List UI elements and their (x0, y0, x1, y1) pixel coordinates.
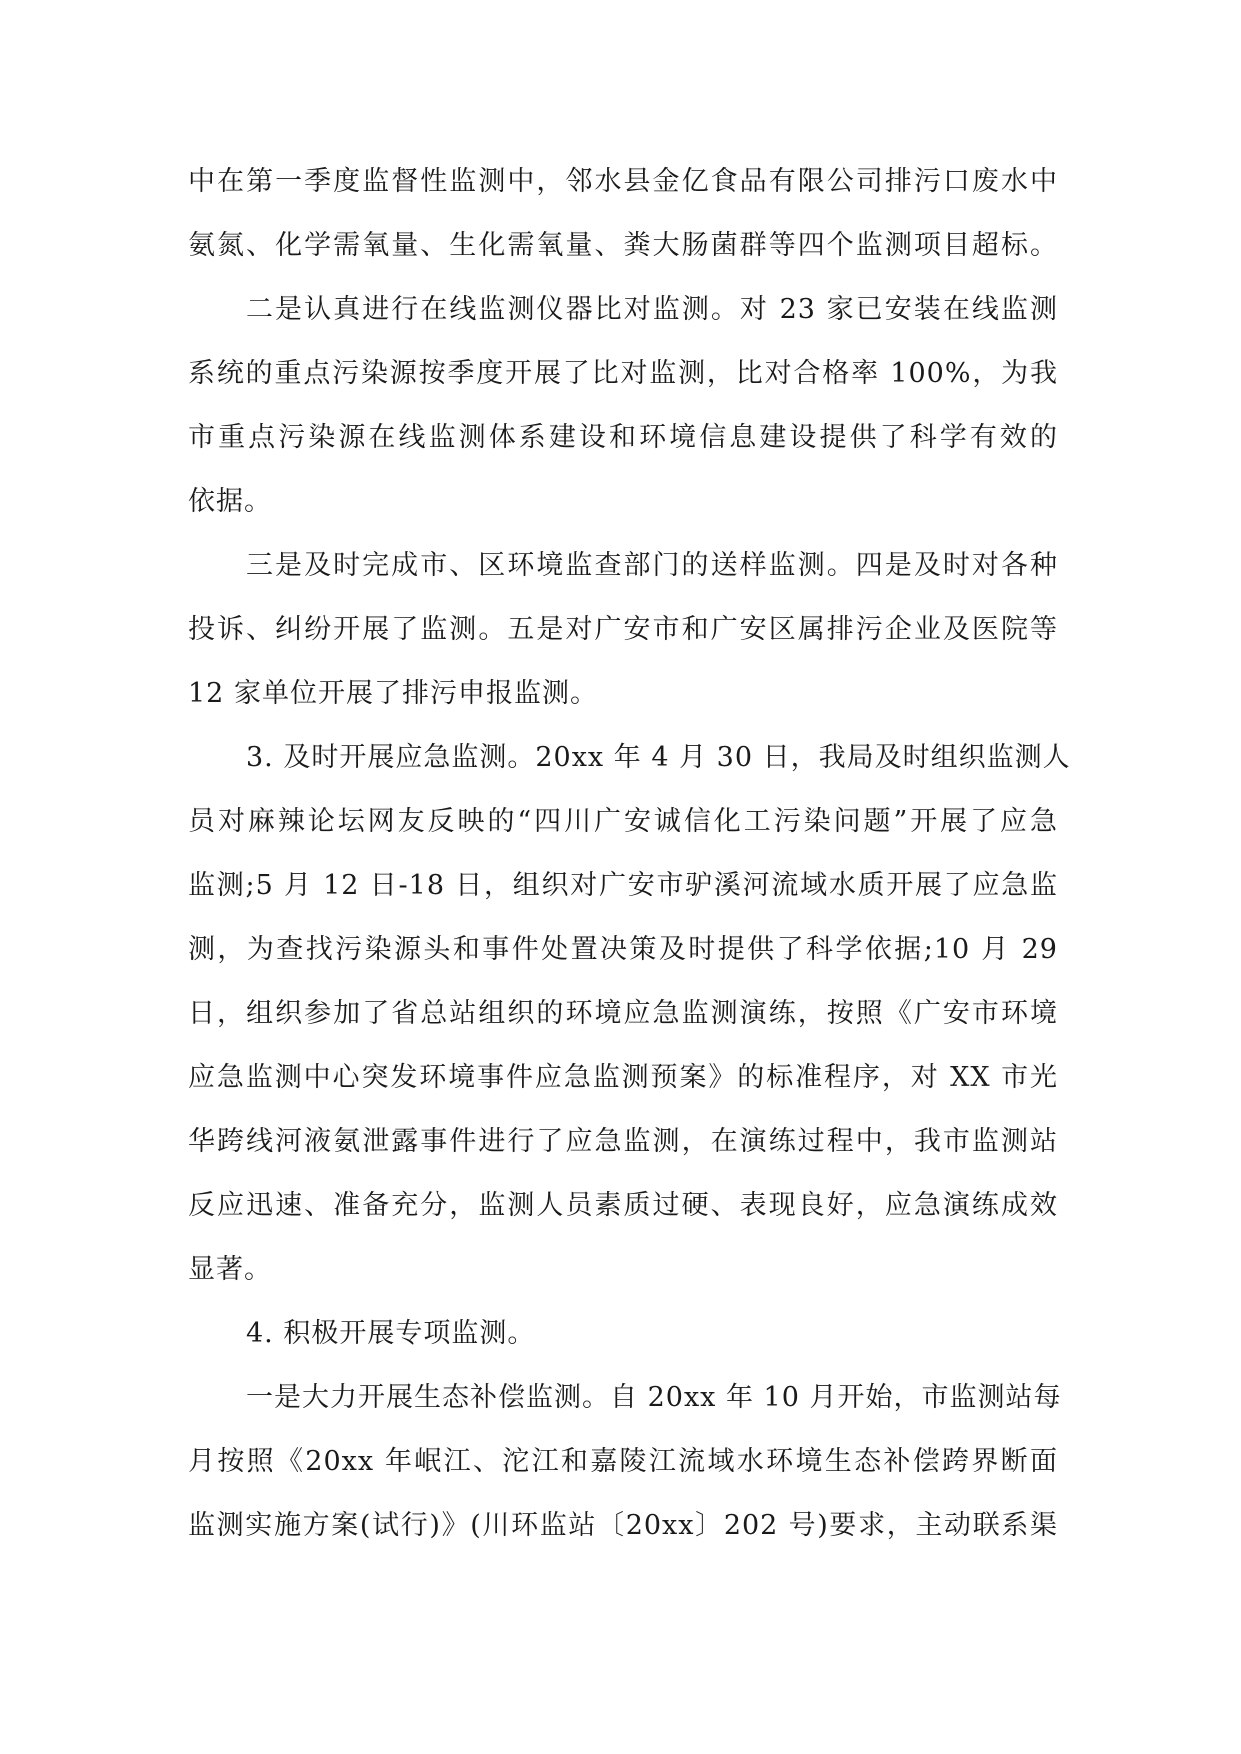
text-line: 中在第一季度监督性监测中，邻水县金亿食品有限公司排污口废水中 (188, 166, 1058, 197)
text-line: 系统的重点污染源按季度开展了比对监测，比对合格率 100%，为我 (188, 358, 1058, 389)
text-line: 日，组织参加了省总站组织的环境应急监测演练，按照《广安市环境 (188, 998, 1058, 1029)
text-line: 市重点污染源在线监测体系建设和环境信息建设提供了科学有效的 (188, 422, 1058, 453)
text-line: 投诉、纠纷开展了监测。五是对广安市和广安区属排污企业及医院等 (188, 614, 1058, 645)
text-line: 一是大力开展生态补偿监测。自 20xx 年 10 月开始，市监测站每 (246, 1382, 1062, 1413)
text-line: 二是认真进行在线监测仪器比对监测。对 23 家已安装在线监测 (246, 294, 1058, 325)
text-line: 监测实施方案(试行)》(川环监站〔20xx〕202 号)要求，主动联系渠 (188, 1510, 1058, 1541)
text-line: 反应迅速、准备充分，监测人员素质过硬、表现良好，应急演练成效 (188, 1190, 1058, 1221)
text-line: 测，为查找污染源头和事件处置决策及时提供了科学依据;10 月 29 (188, 934, 1058, 965)
text-line: 氨氮、化学需氧量、生化需氧量、粪大肠菌群等四个监测项目超标。 (188, 230, 1058, 261)
text-line: 4. 积极开展专项监测。 (246, 1318, 536, 1349)
text-line: 依据。 (188, 486, 272, 517)
text-line: 三是及时完成市、区环境监查部门的送样监测。四是及时对各种 (246, 550, 1058, 581)
text-line: 显著。 (188, 1254, 272, 1285)
text-line: 3. 及时开展应急监测。20xx 年 4 月 30 日，我局及时组织监测人 (246, 742, 1071, 773)
text-line: 12 家单位开展了排污申报监测。 (188, 678, 598, 709)
text-line: 应急监测中心突发环境事件应急监测预案》的标准程序，对 XX 市光 (188, 1062, 1058, 1093)
text-line: 华跨线河液氨泄露事件进行了应急监测，在演练过程中，我市监测站 (188, 1126, 1058, 1157)
text-line: 月按照《20xx 年岷江、沱江和嘉陵江流域水环境生态补偿跨界断面 (188, 1446, 1058, 1477)
text-line: 员对麻辣论坛网友反映的“四川广安诚信化工污染问题”开展了应急 (188, 806, 1058, 837)
document-page (188, 150, 1071, 1558)
text-line: 监测;5 月 12 日-18 日，组织对广安市驴溪河流域水质开展了应急监 (188, 870, 1058, 901)
